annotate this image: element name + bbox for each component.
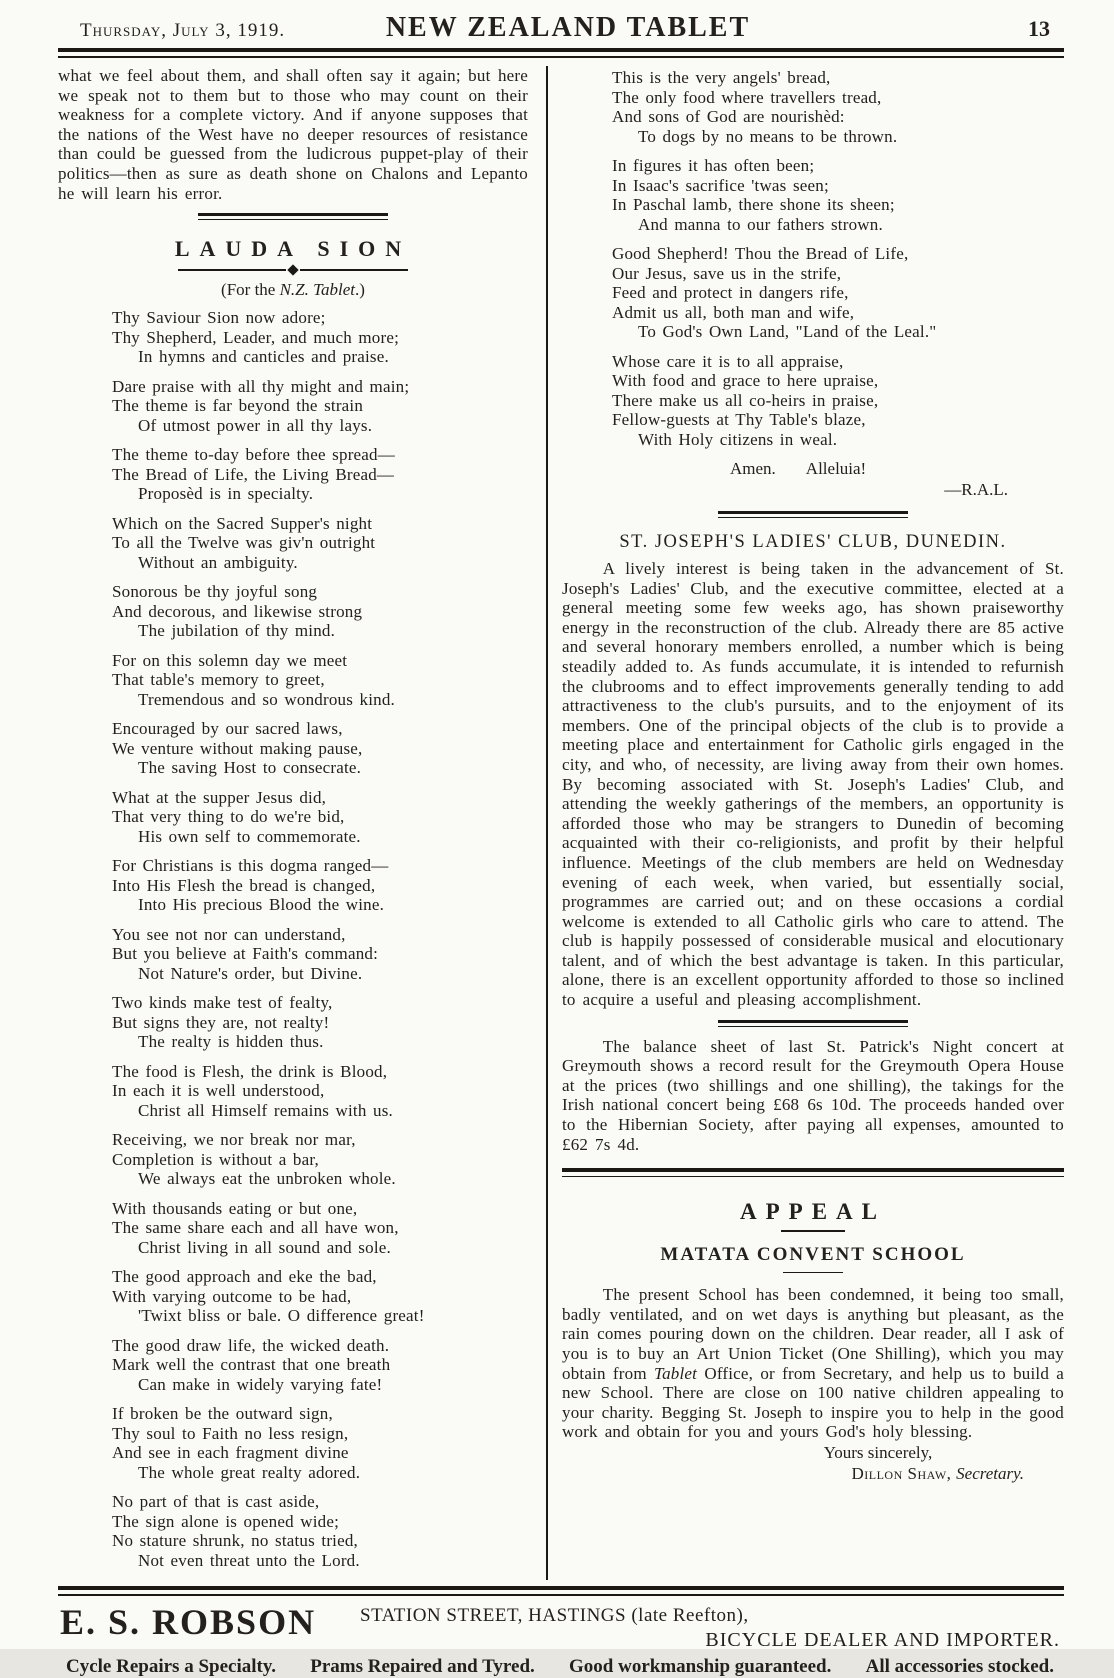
poem-stanza: [112, 788, 528, 847]
appeal-title-rule: [781, 1230, 845, 1232]
poem-line: Feed and protect in dangers rife,: [612, 283, 849, 302]
advert-top-row: [60, 1604, 1060, 1652]
poem-stanza: [112, 925, 528, 984]
advert: [58, 1596, 1064, 1678]
poem-left: [58, 308, 528, 1570]
poem-stanza: [612, 68, 1064, 146]
poem-line: We venture without making pause,: [112, 738, 363, 758]
poem-line: Sonorous be thy joyful song: [112, 582, 318, 602]
section-divider: [718, 511, 908, 518]
masthead: [58, 10, 1064, 44]
attribution-suffix: .): [355, 280, 365, 300]
poem-line: With Holy citizens in weal.: [638, 429, 838, 449]
poem-line: Tremendous and so wondrous kind.: [138, 689, 395, 709]
poem-line: Christ living in all sound and sole.: [138, 1237, 391, 1257]
poem-line: But signs they are, not realty!: [112, 1012, 330, 1032]
poem-line: For on this solemn day we meet: [112, 650, 348, 670]
appeal-closing: Yours sincerely,: [823, 1442, 933, 1462]
appeal-body: [562, 1285, 1064, 1442]
amen-word: Amen.: [730, 459, 776, 478]
poem-line: The whole great realty adored.: [138, 1462, 361, 1482]
poem-line: Can make in widely varying fate!: [138, 1374, 383, 1394]
poem-line: In Paschal lamb, there shone its sheen;: [612, 195, 895, 214]
poem-line: 'Twixt bliss or bale. O difference great!: [138, 1306, 425, 1326]
poem-line: In figures it has often been;: [612, 156, 815, 175]
advert-tagline-row: [60, 1656, 1060, 1678]
concert-note: The balance sheet of last St. Patrick's Night concert at Greymouth shows a record result for the Greymouth Opera House at the prices (two shillings and one shilling), the takings for the Irish national concert being £68 6s 10d. The proceeds handed over to the Hibernian Society, after paying all expenses, amounted to £62 7s 4d.: [562, 1036, 1064, 1154]
appeal-body-after: Office, or from Secretary, and help us to build a new School. There are close on 100 native children appealing to your charity. Begging St. Joseph to inspire you to help in the good work and obtain for you and yours God's holy blessing.: [562, 1363, 1064, 1442]
poem-line: To God's Own Land, "Land of the Leal.": [638, 322, 937, 341]
poem-attribution: [58, 280, 528, 300]
poem-line: The jubilation of thy mind.: [138, 621, 336, 641]
issue-date: Thursday, July 3, 1919.: [80, 20, 286, 41]
rule-line: [300, 269, 408, 271]
poem-right: [562, 66, 1064, 449]
poem-stanza: [112, 993, 528, 1052]
poem-stanza: [112, 308, 528, 367]
appeal-title: APPEAL: [740, 1199, 886, 1225]
rule-line: [178, 269, 286, 271]
poem-line: To dogs by no means to be thrown.: [638, 126, 898, 146]
poem-line: With varying outcome to be had,: [112, 1286, 352, 1306]
advert-role: BICYCLE DEALER AND IMPORTER.: [705, 1629, 1060, 1652]
advert-tagline: Prams Repaired and Tyred.: [310, 1656, 535, 1678]
poem-stanza: [612, 352, 1064, 450]
poem-line: The only food where travellers tread,: [612, 87, 882, 107]
poem-line: But you believe at Faith's command:: [112, 944, 379, 964]
poem-stanza: [612, 244, 1064, 342]
section-divider: [198, 213, 388, 220]
poem-line: With food and grace to here upraise,: [612, 371, 879, 390]
poem-stanza: [112, 651, 528, 710]
diamond-rule: [178, 266, 408, 274]
intro-paragraph: what we feel about them, and shall often say it again; but here we speak not to them but to those who may count on their weakness for a complete victory. And if anyone supposes that the nations of the West have no deeper resources of resistance than could be guessed from the ludicrous puppet-play of their politics—then as sure as death shone on Chalons and Lepanto he will learn his error.: [58, 66, 528, 203]
advertiser-name: E. S. ROBSON: [60, 1602, 317, 1643]
poem-line: Whose care it is to all appraise,: [612, 351, 844, 371]
page-number: 13: [1028, 16, 1050, 41]
poem-line: With thousands eating or but one,: [112, 1198, 358, 1218]
poem-line: Our Jesus, save us in the strife,: [612, 263, 842, 283]
club-article-body: A lively interest is being taken in the advancement of St. Joseph's Ladies' Club, and the executive committee, elected at a general meeting some few weeks ago, has shown praiseworthy energy in the reconstruction of the club. Already there are 85 active and several honorary members enrolled, a number which is being steadily added to. As funds accumulate, it is intended to refurnish the clubrooms and to effect improvements generally tending to add attractiveness to the club's pursuits, and to the enjoyment of its members. One of the principal objects of the club is to provide a meeting place and entertainment for Catholic girls engaged in the city, and who, of necessity, are living away from their own homes. By becoming associated with St. Joseph's Ladies' Club, and attending the weekly gatherings of the members, an opportunity is afforded those who may be strangers to Dunedin of becoming acquainted with their co-religionists, and profit by their helpful influence. Meetings of the club members are held on Wednesday evening of each week, when varied, but essentially social, programmes are carried out; and on these occasions a cordial welcome is extended to all Catholic girls who care to attend. The club is happily possessed of considerable musical and elocutionary talent, and of which the best advantage is taken. In this particular, alone, there is an excellent opportunity afforded to those so inclined to acquire a useful and pleasing accomplishment.: [562, 559, 1064, 1010]
poem-line: Completion is without a bar,: [112, 1149, 319, 1169]
poem-line: Into His Flesh the bread is changed,: [112, 875, 376, 895]
advert-details: [360, 1604, 1060, 1652]
poem-line: This is the very angels' bread,: [612, 68, 831, 87]
poem-line: You see not nor can understand,: [112, 924, 346, 944]
poem-stanza: [612, 156, 1064, 234]
poem-line: The Bread of Life, the Living Bread—: [112, 464, 395, 484]
poem-line: Which on the Sacred Supper's night: [112, 513, 373, 533]
poem-line: What at the supper Jesus did,: [112, 787, 327, 807]
poem-line: The theme is far beyond the strain: [112, 396, 364, 416]
poem-line: And manna to our fathers strown.: [638, 214, 883, 234]
poem-stanza: [112, 1062, 528, 1121]
poem-line: Not Nature's order, but Divine.: [138, 963, 363, 983]
diamond-icon: [287, 264, 298, 275]
poem-stanza: [112, 1267, 528, 1326]
attribution-prefix: (For the: [221, 280, 280, 300]
poem-line: The saving Host to consecrate.: [138, 758, 362, 778]
poem-line: Thy Shepherd, Leader, and much more;: [112, 327, 400, 347]
advert-separator-rule: [58, 1586, 1064, 1596]
poem-line: Admit us all, both man and wife,: [612, 302, 855, 322]
page-title: NEW ZEALAND TABLET: [385, 12, 751, 43]
poem-line: And sons of God are nourishèd:: [612, 107, 845, 126]
poem-line: That table's memory to greet,: [112, 670, 325, 690]
poem-line: The food is Flesh, the drink is Blood,: [112, 1061, 388, 1081]
poem-stanza: [112, 1336, 528, 1395]
advert-tagline: Good workmanship guaranteed.: [569, 1656, 832, 1678]
advert-tagline: Cycle Repairs a Specialty.: [66, 1656, 277, 1678]
poem-stanza: [112, 1199, 528, 1258]
appeal-body-before: The present School has been condemned, it being too small, badly ventilated, and on wet days is anything but pleasant, as the rain comes pouring down on the children. Dear reader, all I ask of you is to buy an Art Union Ticket (One Shilling), which you may obtain from: [562, 1285, 1064, 1383]
poem-line: The theme to-day before thee spread—: [112, 445, 395, 465]
poem-stanza: [112, 445, 528, 504]
columns: [58, 66, 1064, 1580]
poem-line: And decorous, and likewise strong: [112, 601, 363, 621]
advert-tagline: All accessories stocked.: [865, 1656, 1054, 1678]
appeal-signature: [562, 1463, 1064, 1485]
attribution-italic: N.Z. Tablet: [279, 280, 356, 300]
poem-stanza: [112, 582, 528, 641]
poem-line: If broken be the outward sign,: [112, 1404, 333, 1424]
poem-line: There make us all co-heirs in praise,: [612, 390, 879, 410]
advert-address: STATION STREET, HASTINGS (late Reefton),: [360, 1605, 749, 1627]
poem-line: That very thing to do we're bid,: [112, 807, 345, 827]
alleluia-word: Alleluia!: [805, 459, 867, 478]
poem-line: The good approach and eke the bad,: [112, 1267, 377, 1287]
poem-line: No part of that is cast aside,: [112, 1492, 320, 1512]
column-divider-rule: [546, 66, 548, 1580]
poem-line: No stature shrunk, no status tried,: [112, 1531, 358, 1551]
poem-line: Of utmost power in all thy lays.: [138, 415, 373, 435]
poem-line: To all the Twelve was giv'n outright: [112, 533, 376, 553]
poem-line: Proposèd is in specialty.: [138, 484, 314, 504]
poem-line: His own self to commemorate.: [138, 826, 361, 846]
poem-stanza: [112, 377, 528, 436]
poem-line: Mark well the contrast that one breath: [112, 1355, 391, 1375]
poem-line: Not even threat unto the Lord.: [138, 1550, 360, 1570]
club-article-heading: ST. JOSEPH'S LADIES' CLUB, DUNEDIN.: [619, 532, 1007, 552]
poem-line: Dare praise with all thy might and main;: [112, 376, 410, 396]
poem-stanza: [112, 514, 528, 573]
poem-line: Thy soul to Faith no less resign,: [112, 1423, 349, 1443]
section-heavy-rule: [562, 1168, 1064, 1177]
section-divider: [718, 1020, 908, 1027]
poem-line: Thy Saviour Sion now adore;: [112, 308, 326, 328]
poem-line: And see in each fragment divine: [112, 1443, 349, 1463]
signature-name: Dillon Shaw,: [851, 1463, 957, 1483]
poem-line: In hymns and canticles and praise.: [138, 347, 389, 367]
poem-line: Encouraged by our sacred laws,: [112, 719, 343, 739]
poem-line: The sign alone is opened wide;: [112, 1511, 340, 1531]
poem-line: In each it is well understood,: [112, 1081, 325, 1101]
poem-stanza: [112, 1492, 528, 1570]
appeal-body-italic: Tablet: [654, 1363, 698, 1383]
poem-line: The realty is hidden thus.: [138, 1032, 324, 1052]
poem-line: Into His precious Blood the wine.: [138, 895, 385, 915]
amen-line: [562, 459, 1064, 479]
poem-stanza: [112, 856, 528, 915]
poem-stanza: [112, 719, 528, 778]
right-column: [562, 66, 1064, 1580]
poem-line: Without an ambiguity.: [138, 552, 298, 572]
poem-line: Good Shepherd! Thou the Bread of Life,: [612, 244, 909, 263]
poem-line: Two kinds make test of fealty,: [112, 993, 333, 1013]
left-column: [58, 66, 528, 1580]
poem-line: The same share each and all have won,: [112, 1218, 399, 1238]
poem-signature: —R.A.L.: [944, 480, 1008, 499]
poem-line: We always eat the unbroken whole.: [138, 1169, 396, 1189]
poem-line: Christ all Himself remains with us.: [138, 1100, 393, 1120]
appeal-subtitle: MATATA CONVENT SCHOOL: [660, 1244, 966, 1266]
poem-line: In Isaac's sacrifice 'twas seen;: [612, 175, 829, 195]
appeal-subtitle-rule: [783, 1272, 843, 1273]
poem-line: The good draw life, the wicked death.: [112, 1335, 390, 1355]
poem-line: For Christians is this dogma ranged—: [112, 856, 389, 876]
signature-role: Secretary.: [956, 1463, 1024, 1483]
poem-stanza: [112, 1130, 528, 1189]
poem-line: Fellow-guests at Thy Table's blaze,: [612, 410, 866, 429]
poem-stanza: [112, 1404, 528, 1482]
poem-title: LAUDA SION: [174, 236, 412, 262]
masthead-rule: [58, 48, 1064, 58]
poem-line: Receiving, we nor break nor mar,: [112, 1130, 356, 1150]
